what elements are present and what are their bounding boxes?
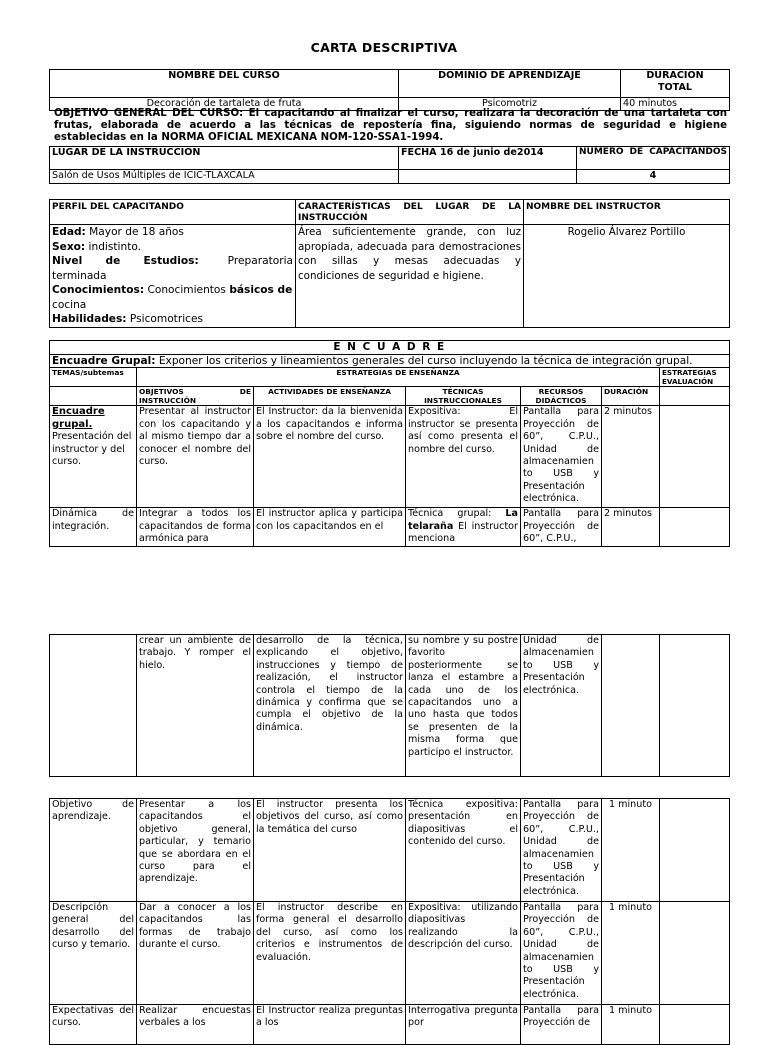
technique-cell: Expositiva: utilizando diapositivas realizando la descripción del curso. [406,902,521,1005]
objective-cell: Integrar a todos los capacitandos de forma armónica para [137,508,254,547]
evaluation-cell [660,508,730,547]
encuadre-title: E N C U A D R E [50,341,730,355]
resource-cell: Unidad de almacenamien to USB y Presentación electrónica. [521,635,602,777]
activity-cell: desarrollo de la técnica, explicando el objetivo, instrucciones y tiempo de realización, el instructor controla el tiempo de la dinámica y confirma que se cumpla el objetivo de la dinámica. [254,635,406,777]
date-empty [399,170,577,184]
evaluation-cell [660,1005,730,1045]
evaluation-subheader-empty [660,387,730,406]
trainee-profile-header: PERFIL DEL CAPACITANDO [50,200,296,225]
place-characteristics: Área suficientemente grande, con luz apropiada, adecuada para demostraciones con sillas y mesas adecuadas y condiciones de seguridad e higiene. [296,225,524,328]
activity-cell: El Instructor realiza preguntas a los [254,1005,406,1045]
technique-cell: Expositiva: El instructor se presenta así como presenta el nombre del curso. [406,406,521,508]
duration-header: DURACIÓN [602,387,660,406]
course-name-value: Decoración de tartaleta de fruta [50,98,399,111]
trainee-profile: Edad: Mayor de 18 años Sexo: indistinto. Nivel de Estudios: Preparatoria terminada Conocimientos: Conocimientos básicos de cocina Habilidades: Psicomotrices [50,225,296,328]
topic-cell: Expectativas del curso. [50,1005,137,1045]
resources-header: RECURSOS DIDÁCTICOS [521,387,602,406]
techniques-header: TÉCNICAS INSTRUCCIONALES [406,387,521,406]
technique-cell: su nombre y su postre favorito posteriormente se lanza el estambre a cada uno de los capacitandos uno a uno hasta que todos se presenten de la misma forma que participo el instructor. [406,635,521,777]
learning-domain-header: DOMINIO DE APRENDIZAJE [399,70,621,98]
evaluation-cell [660,902,730,1005]
topic-cell: Encuadre grupal. Presentación del instructor y del curso. [50,406,137,508]
resource-cell: Pantalla para Proyección de 60”, C.P.U., Unidad de almacenamien to USB y Presentación electrónica. [521,902,602,1005]
evaluation-cell [660,406,730,508]
resource-cell: Pantalla para Proyección de 60”, C.P.U., Unidad de almacenamien to USB y Presentación electrónica. [521,799,602,902]
encuadre-table [49,340,730,547]
activity-cell: El Instructor: da la bienvenida a los capacitandos e informa sobre el nombre del curso. [254,406,406,508]
profile-table [49,199,730,328]
duration-cell: 1 minuto [602,1005,660,1045]
topic-cell: Descripción general del desarrollo del curso y temario. [50,902,137,1005]
instructor-name-header: NOMBRE DEL INSTRUCTOR [524,200,730,225]
objectives-header: OBJETIVOS DE INSTRUCCIÓN [137,387,254,406]
objective-cell: Realizar encuestas verbales a los [137,1005,254,1045]
total-duration-header: DURACIÓN TOTAL [621,70,730,98]
technique-cell: Técnica expositiva: presentación en diapositivas el contenido del curso. [406,799,521,902]
resource-cell: Pantalla para Proyección de [521,1005,602,1045]
place-header: LUGAR DE LA INSTRUCCIÓN [50,147,399,170]
place-characteristics-header: CARACTERÍSTICAS DEL LUGAR DE LA INSTRUCCIÓN [296,200,524,225]
place-value: Salón de Usos Múltiples de ICIC-TLAXCALA [50,170,399,184]
table-row [50,508,730,547]
instructor-name: Rogelio Álvarez Portillo [524,225,730,328]
page-title: CARTA DESCRIPTIVA [310,40,458,55]
evaluation-strategies-header: ESTRATEGIAS EVALUACIÓN [660,368,730,387]
table-row [50,1005,730,1045]
encuadre-grupal: Encuadre Grupal: Exponer los criterios y lineamientos generales del curso incluyendo la técnica de integración grupal. [50,355,730,368]
continuation-table [49,634,730,777]
course-table [49,69,730,111]
resource-cell: Pantalla para Proyección de 60”, C.P.U., [521,508,602,547]
evaluation-cell [660,799,730,902]
trainee-count-header: NUMERO DE CAPACITANDOS [577,147,730,170]
technique-cell: Técnica grupal: La telaraña El instructor menciona [406,508,521,547]
duration-cell [602,635,660,777]
duration-cell: 2 minutos [602,508,660,547]
table-row [50,635,730,777]
topics-subheader-empty [50,387,137,406]
topics-table [49,798,730,1045]
resource-cell: Pantalla para Proyección de 60”, C.P.U., Unidad de almacenamien to USB y Presentación electrónica. [521,406,602,508]
duration-cell: 2 minutos [602,406,660,508]
duration-cell: 1 minuto [602,902,660,1005]
course-name-header: NOMBRE DEL CURSO [50,70,399,98]
trainee-count-value: 4 [577,170,730,184]
general-objective: OBJETIVO GENERAL DEL CURSO: El capacitando al finalizar el curso, realizara la decoración de una tartaleta con frutas, elaborada de acuerdo a las técnicas de repostería fina, siguiendo normas de seguridad e higiene establecidas en la NORMA OFICIAL MEXICANA NOM-120-SSA1-1994. [54,108,727,144]
activities-header: ACTIVIDADES DE ENSEÑANZA [254,387,406,406]
topic-cell: Dinámica de integración. [50,508,137,547]
activity-cell: El instructor describe en forma general el desarrollo del curso, así como los criterios e instrumentos de evaluación. [254,902,406,1005]
topic-cell: Objetivo de aprendizaje. [50,799,137,902]
technique-cell: Interrogativa pregunta por [406,1005,521,1045]
objective-cell: crear un ambiente de trabajo. Y romper el hielo. [137,635,254,777]
objective-cell: Presentar a los capacitandos el objetivo general, particular, y temario que se abordara en el curso para el aprendizaje. [137,799,254,902]
table-row [50,799,730,902]
activity-cell: El instructor presenta los objetivos del curso, así como la temática del curso [254,799,406,902]
table-row [50,406,730,508]
evaluation-cell [660,635,730,777]
total-duration-value: 40 minutos [621,98,730,111]
topics-header: TEMAS/subtemas [50,368,137,387]
table-row [50,902,730,1005]
objective-cell: Presentar al instructor con los capacitando y al mismo tiempo dar a conocer el nombre del curso. [137,406,254,508]
teaching-strategies-header: ESTRATEGIAS DE ENSEÑANZA [137,368,660,387]
place-table [49,146,730,184]
activity-cell: El instructor aplica y participa con los capacitandos en el [254,508,406,547]
duration-cell: 1 minuto [602,799,660,902]
learning-domain-value: Psicomotriz [399,98,621,111]
objective-cell: Dar a conocer a los capacitandos las formas de trabajo durante el curso. [137,902,254,1005]
topic-cell [50,635,137,777]
date-header: FECHA 16 de junio de2014 [399,147,577,170]
